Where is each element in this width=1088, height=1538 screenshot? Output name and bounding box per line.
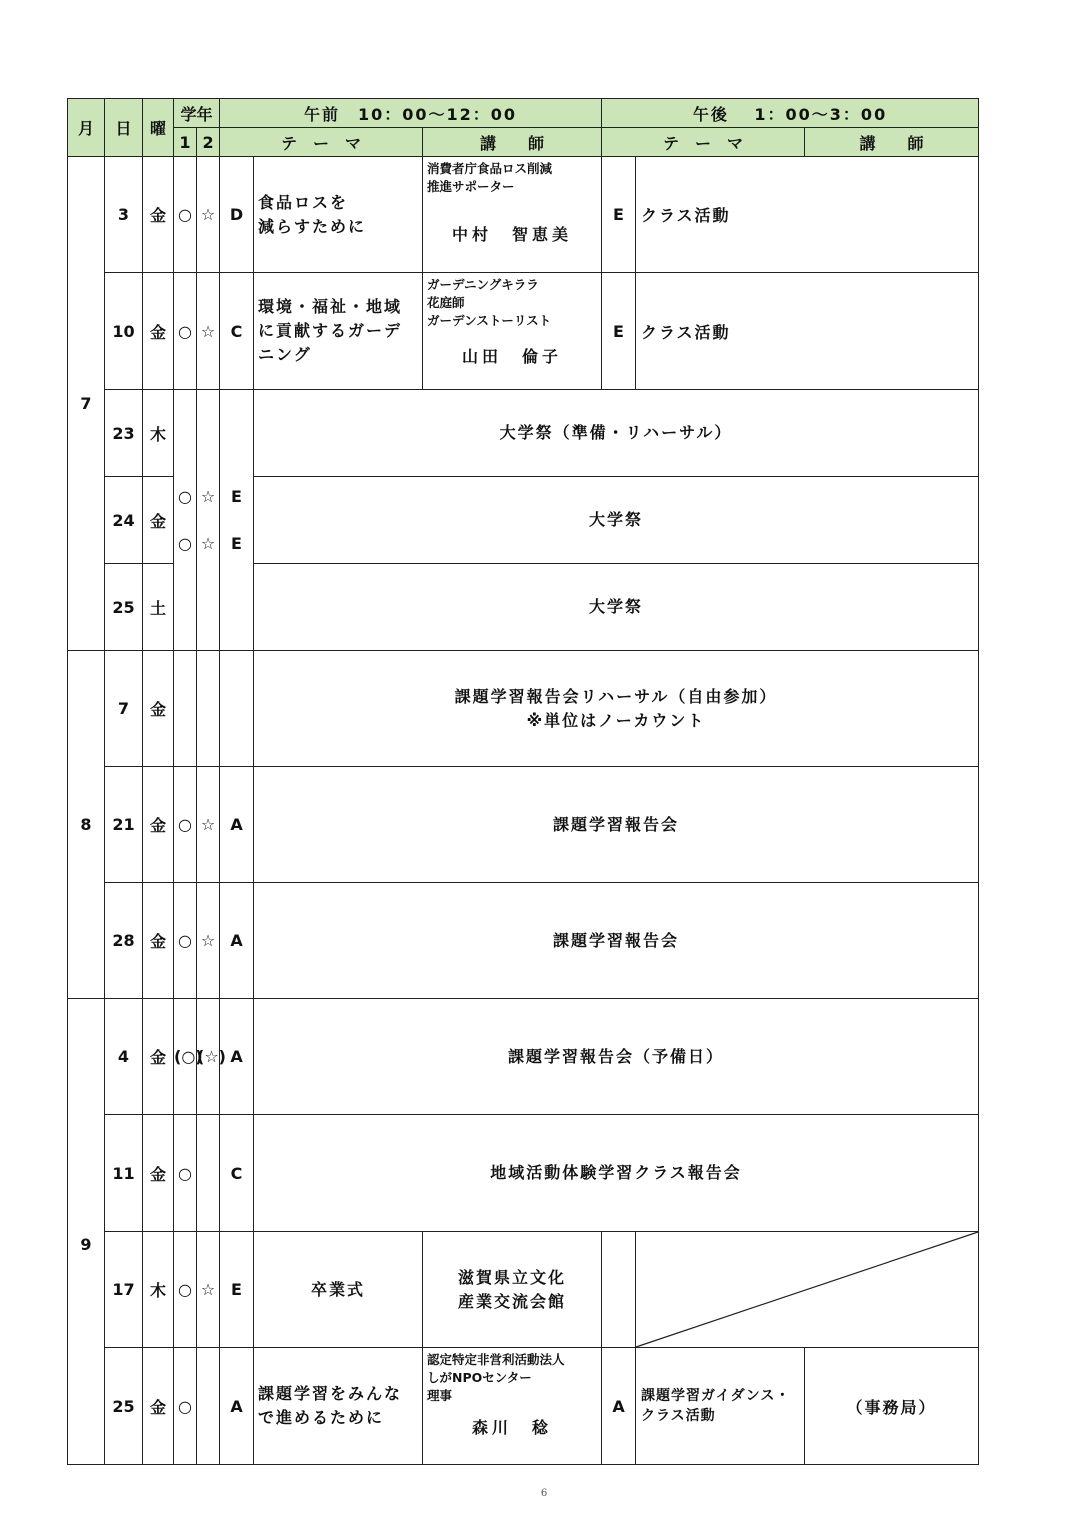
am-header: 午前 10：00～12：00 [220,99,602,128]
event-cell: 大学祭 [254,564,979,651]
class-code: A [220,883,254,999]
weekday-cell: 金 [143,651,174,767]
event-cell: 大学祭 [254,477,979,564]
pm-theme-header: テ ー マ [602,128,805,157]
event-cell: 大学祭（準備・リハーサル） [254,390,979,477]
grade2-mark: ☆ [200,487,216,506]
grade1-mark: ○ [178,534,192,553]
table-row [68,767,979,883]
pm-class-code [602,1232,636,1348]
table-row [68,390,979,477]
pm-class-code: E [602,157,636,273]
day-cell: 4 [105,999,143,1115]
schedule-table [67,98,979,1465]
grade2-mark: ☆ [197,273,220,390]
weekday-cell: 金 [143,1115,174,1232]
header-row-2 [68,128,979,157]
event-cell: 課題学習報告会リハーサル（自由参加） ※単位はノーカウント [254,651,979,767]
am-theme-header: テ ー マ [220,128,423,157]
teacher-name: 森川 稔 [472,1418,553,1437]
teacher-org: 認定特定非営利活動法人 しがNPOセンター 理事 [427,1352,565,1403]
grade1-mark: ○ [174,273,197,390]
class-code: D [220,157,254,273]
page-number: 6 [540,1488,548,1499]
grade1-mark: ○ [174,883,197,999]
grade2-mark [197,651,220,767]
pm-teacher: （事務局） [805,1348,979,1465]
table-row [68,157,979,273]
pm-teacher-header: 講 師 [805,128,979,157]
diagonal-line [636,1232,978,1347]
weekday-cell: 金 [143,1348,174,1465]
day-cell: 7 [105,651,143,767]
month-sep: 9 [68,999,105,1465]
weekday-cell: 金 [143,767,174,883]
grade2-mark: (☆) [197,999,220,1115]
month-header: 月 [68,99,105,157]
pm-header: 午後 1：00～3：00 [602,99,979,128]
grade1-mark: ○ [174,767,197,883]
class-code: E [231,534,242,553]
am-teacher [423,1348,602,1465]
day-cell: 25 [105,1348,143,1465]
day-cell: 24 [105,477,143,564]
grade1-mark: ○ [174,157,197,273]
month-jul: 7 [68,157,105,651]
grade-header: 学年 [174,99,220,128]
table-row [68,1348,979,1465]
teacher-name: 中村 智恵美 [452,225,573,244]
am-theme: 環境・福祉・地域 に貢献するガーデ ニング [254,273,423,390]
weekday-cell: 木 [143,390,174,477]
weekday-cell: 木 [143,1232,174,1348]
class-code: C [220,273,254,390]
day-cell: 3 [105,157,143,273]
grade1-header: 1 [174,128,197,157]
day-cell: 11 [105,1115,143,1232]
day-cell: 23 [105,390,143,477]
event-cell: 課題学習報告会 [254,883,979,999]
class-code: E [231,487,242,506]
day-cell: 17 [105,1232,143,1348]
class-code: A [220,1348,254,1465]
table-row [68,999,979,1115]
grade1-mark: (○) [174,999,197,1115]
table-row [68,1232,979,1348]
am-theme: 食品ロスを 減らすために [254,157,423,273]
grade2-header: 2 [197,128,220,157]
weekday-cell: 金 [143,883,174,999]
weekday-cell: 土 [143,564,174,651]
table-row [68,651,979,767]
class-code: C [220,1115,254,1232]
grade1-mark: ○ [174,1232,197,1348]
pm-theme: クラス活動 [636,273,979,390]
weekday-cell: 金 [143,157,174,273]
event-cell: 課題学習報告会（予備日） [254,999,979,1115]
pm-theme: 課題学習ガイダンス・ クラス活動 [636,1348,805,1465]
festival-code [220,390,254,651]
am-teacher-header: 講 師 [423,128,602,157]
grade2-mark: ☆ [197,157,220,273]
grade1-mark: ○ [174,1115,197,1232]
grade2-mark: ☆ [197,883,220,999]
festival-grade1 [174,390,197,651]
grade2-mark: ☆ [197,767,220,883]
weekday-cell: 金 [143,477,174,564]
crossed-out-cell [636,1232,979,1348]
teacher-name: 山田 倫子 [462,347,563,366]
weekday-header: 曜 [143,99,174,157]
am-teacher [423,273,602,390]
grade1-mark: ○ [174,1348,197,1465]
class-code [220,651,254,767]
grade1-mark: ○ [178,487,192,506]
am-theme: 卒業式 [254,1232,423,1348]
teacher-org: 消費者庁食品ロス削減 推進サポーター [427,161,553,194]
pm-class-code: A [602,1348,636,1465]
table-row [68,883,979,999]
am-teacher [423,157,602,273]
day-cell: 21 [105,767,143,883]
day-cell: 28 [105,883,143,999]
header-row-1 [68,99,979,128]
pm-theme: クラス活動 [636,157,979,273]
event-cell: 課題学習報告会 [254,767,979,883]
class-code: A [220,767,254,883]
grade2-mark [197,1348,220,1465]
teacher-org: ガーデニングキララ 花庭師 ガーデンストーリスト [427,277,552,328]
festival-grade2 [197,390,220,651]
class-code: E [220,1232,254,1348]
day-cell: 10 [105,273,143,390]
grade2-mark [197,1115,220,1232]
month-aug: 8 [68,651,105,999]
event-cell: 地域活動体験学習クラス報告会 [254,1115,979,1232]
weekday-cell: 金 [143,999,174,1115]
class-code: A [220,999,254,1115]
table-row [68,1115,979,1232]
grade2-mark: ☆ [200,534,216,553]
am-theme: 課題学習をみんな で進めるために [254,1348,423,1465]
day-header: 日 [105,99,143,157]
weekday-cell: 金 [143,273,174,390]
day-cell: 25 [105,564,143,651]
pm-class-code: E [602,273,636,390]
table-row [68,273,979,390]
grade2-mark: ☆ [197,1232,220,1348]
grade1-mark [174,651,197,767]
am-venue: 滋賀県立文化 産業交流会館 [423,1232,602,1348]
